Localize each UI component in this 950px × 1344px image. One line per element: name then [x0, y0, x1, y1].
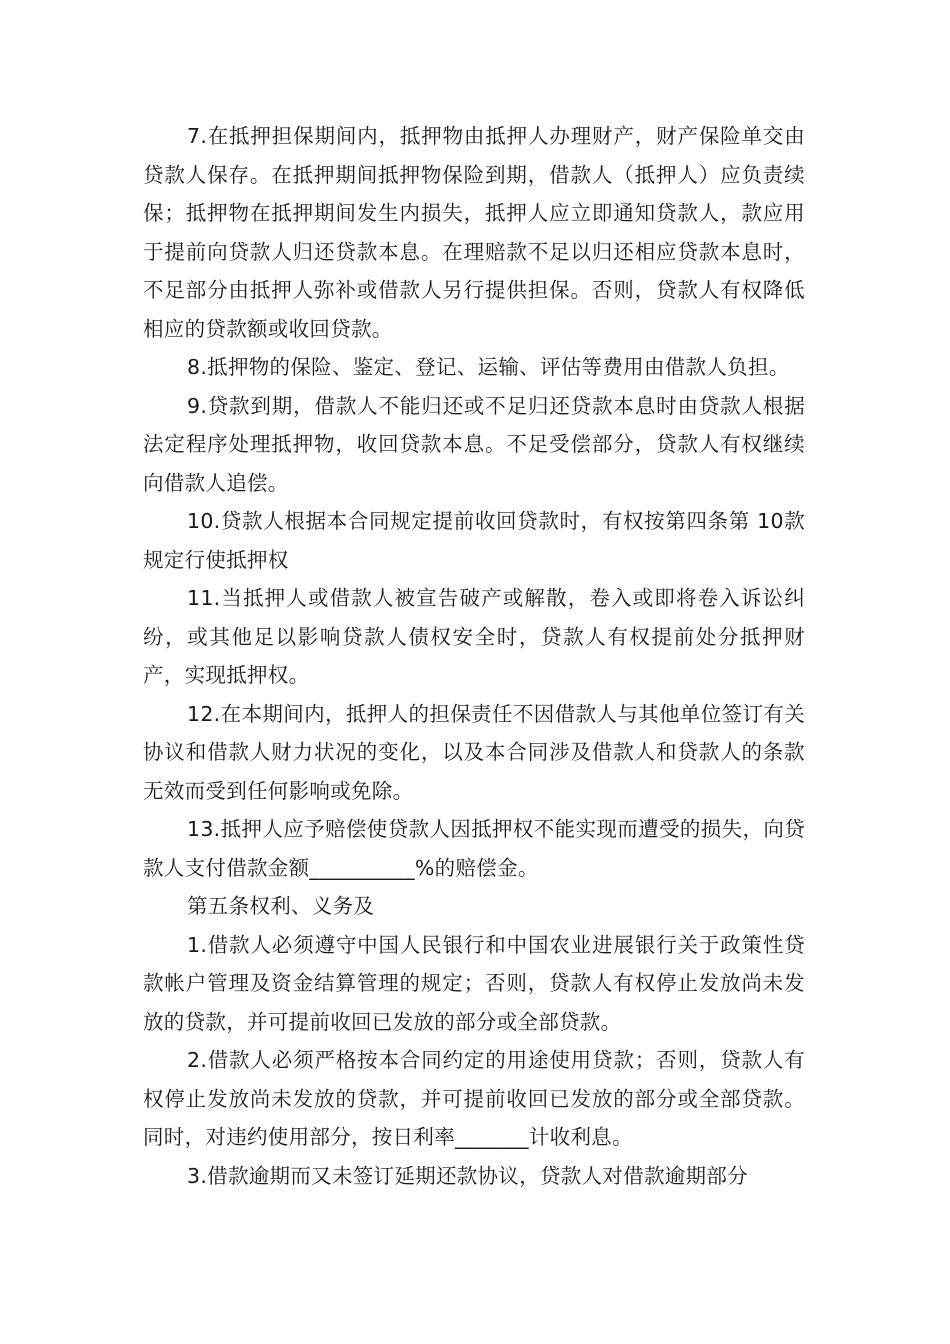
- clause-7-paragraph: 7.在抵押担保期间内，抵押物由抵押人办理财产，财产保险单交由贷款人保存。在抵押期间抵押物保险到期，借款人（抵押人）应负责续保；抵押物在抵押期间发生内损失，抵押人应立即通知贷款人，款应用于提前向贷款人归还贷款本息。在理赔款不足以归还相应贷款本息时，不足部分由抵押人弥补或借款人另行提供担保。否则，贷款人有权降低相应的贷款额或收回贷款。: [143, 124, 805, 341]
- clause-12-paragraph: 12.在本期间内，抵押人的担保责任不因借款人与其他单位签订有关协议和借款人财力状况的变化，以及本合同涉及借款人和贷款人的条款无效而受到任何影响或免除。: [143, 701, 805, 803]
- clause-9-paragraph: 9.贷款到期，借款人不能归还或不足归还贷款本息时由贷款人根据法定程序处理抵押物，收回贷款本息。不足受偿部分，贷款人有权继续向借款人追偿。: [143, 393, 805, 495]
- document-body: [143, 117, 805, 1195]
- article-5-item-2-paragraph: 2.借款人必须严格按本合同约定的用途使用贷款；否则，贷款人有权停止发放尚未发放的贷款，并可提前收回已发放的部分或全部贷款。同时，对违约使用部分，按日利率_______计收利息。: [143, 1048, 805, 1149]
- clause-13-paragraph: 13.抵押人应予赔偿使贷款人因抵押权不能实现而遭受的损失，向贷款人支付借款金额__________%的赔偿金。: [143, 817, 805, 880]
- article-5-item-3-paragraph: 3.借款逾期而又未签订延期还款协议，贷款人对借款逾期部分: [187, 1163, 748, 1188]
- clause-10-paragraph: 10.贷款人根据本合同规定提前收回贷款时，有权按第四条第 10款规定行使抵押权: [143, 509, 805, 572]
- article-5-item-1-paragraph: 1.借款人必须遵守中国人民银行和中国农业进展银行关于政策性贷款帐户管理及资金结算管理的规定；否则，贷款人有权停止发放尚未发放的贷款，并可提前收回已发放的部分或全部贷款。: [143, 932, 805, 1034]
- article-5-heading: 第五条权利、义务及: [187, 894, 375, 918]
- clause-11-paragraph: 11.当抵押人或借款人被宣告破产或解散，卷入或即将卷入诉讼纠纷，或其他足以影响贷款人债权安全时，贷款人有权提前处分抵押财产，实现抵押权。: [143, 586, 805, 687]
- clause-8-paragraph: 8.抵押物的保险、鉴定、登记、运输、评估等费用由借款人负担。: [187, 355, 790, 379]
